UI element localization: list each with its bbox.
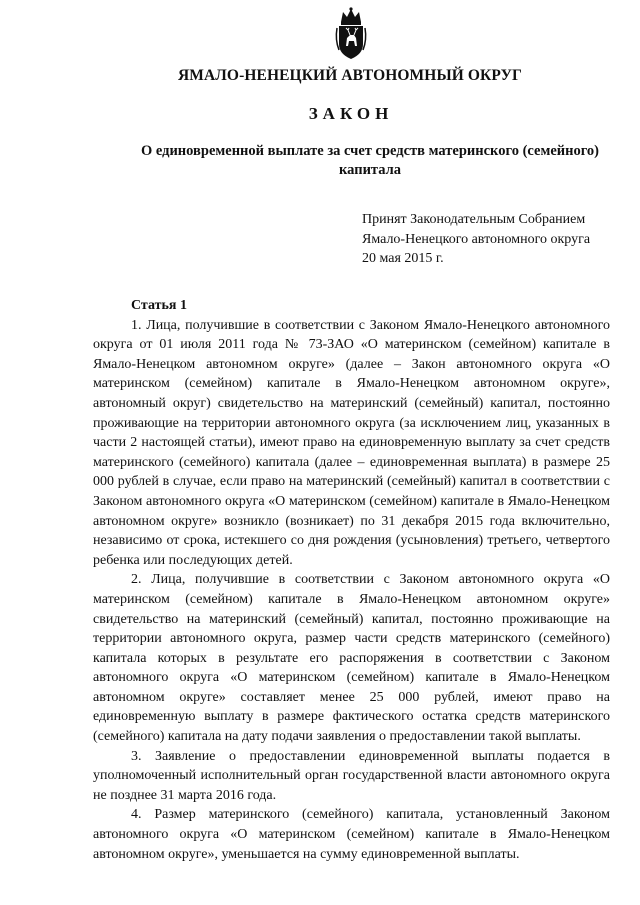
- adoption-line-2: Ямало-Ненецкого автономного округа: [362, 231, 591, 247]
- article-paragraph-4: 4. Размер материнского (семейного) капитала, установленный Законом автономного округа «О материнском (семейном) капитале в Ямало-Ненецком автономном округе», уменьшается на сумму единовременной выплаты.: [93, 807, 610, 862]
- adoption-line-1: Принят Законодательным Собранием: [362, 212, 586, 227]
- article-heading: Статья 1: [131, 298, 187, 313]
- article-paragraph-1: 1. Лица, получившие в соответствии с Законом Ямало-Ненецкого автономного округа от 01 июля 2011 года № 73-ЗАО «О материнском (семейном) капитале в Ямало-Ненецком автономном округе» (далее – Закон автономного округа «О материнском (семейном) капитале в Ямало-Ненецком автономном округе», автономный округ) свидетельство на материнский (семейный) капитал, постоянно проживающие на территории автономного округа (за исключением лиц, указанных в части 2 настоящей статьи), имеют право на единовременную выплату за счет средств материнского (семейного) капитала (далее – единовременная выплата) в размере 25 000 рублей в случае, если право на материнский (семейный) капитал в соответствии с Законом автономного округа «О материнском (семейном) капитале в Ямало-Ненецком автономном округе» возникло (возникает) по 31 декабря 2015 года включительно, независимо от срока, истекшего со дня рождения (усыновления) третьего, четвертого ребенка или последующих детей.: [93, 317, 610, 568]
- law-subject-title: О единовременной выплате за счет средств материнского (семейного) капитала: [140, 143, 600, 178]
- article-paragraph-2: 2. Лица, получившие в соответствии с Законом автономного округа «О материнском (семейном) капитале в Ямало-Ненецком автономном округе» свидетельство на материнский (семейный) капитал, постоянно проживающие на территории автономного округа, размер части средств материнского (семейного) капитала которых в результате его распоряжения в соответствии с Законом автономного округа «О материнском (семейном) капитале в Ямало-Ненецком автономном округе» составляет менее 25 000 рублей, имеют право на единовременную выплату в размере фактического остатка средств материнского (семейного) капитала на дату подачи заявления о предоставлении такой выплаты.: [93, 572, 610, 745]
- article-paragraph-3: 3. Заявление о предоставлении единовременной выплаты подается в уполномоченный исполнительный орган государственной власти автономного округа не позднее 31 марта 2016 года.: [93, 748, 610, 803]
- coat-of-arms-emblem: [333, 6, 369, 62]
- region-title: ЯМАЛО-НЕНЕЦКИЙ АВТОНОМНЫЙ ОКРУГ: [177, 67, 523, 84]
- article-body: [93, 296, 610, 864]
- adoption-date: 20 мая 2015 г.: [362, 251, 444, 266]
- document-type-title: ЗАКОН: [308, 104, 394, 123]
- adoption-note: [362, 210, 590, 269]
